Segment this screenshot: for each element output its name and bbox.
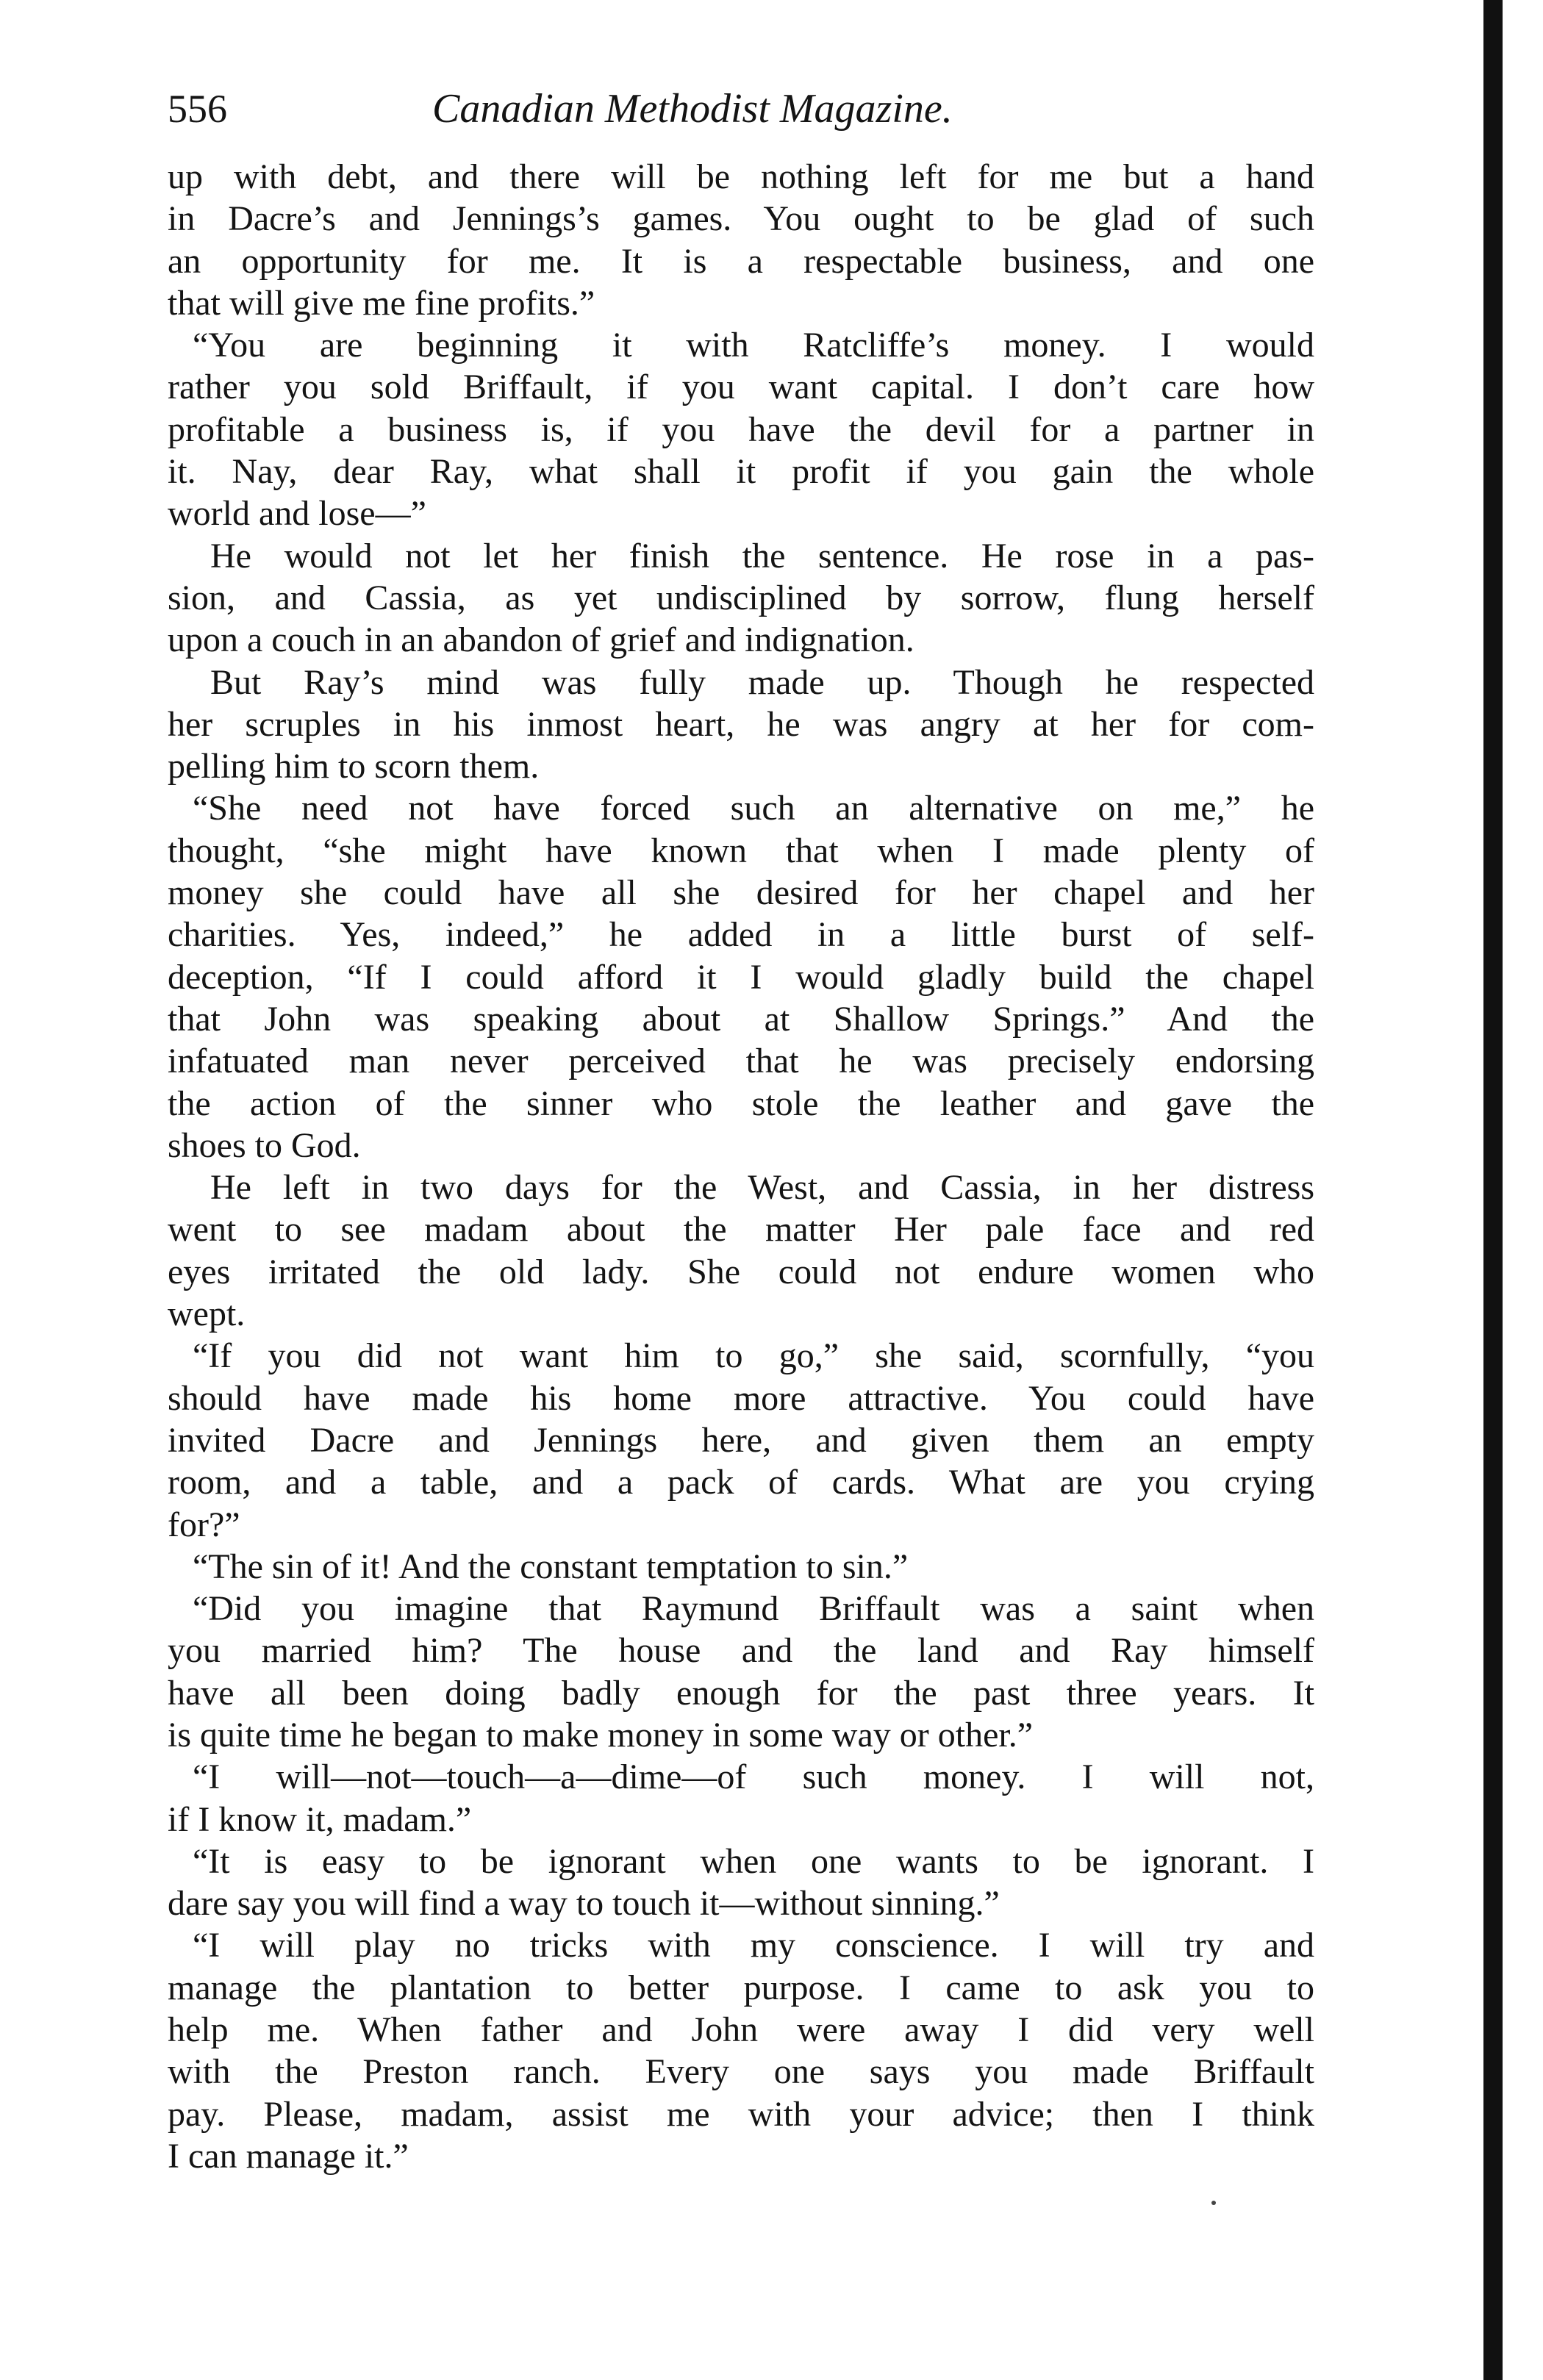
text-line: is quite time he began to make money in some way or other.” xyxy=(168,1715,1034,1754)
text-line: charities. Yes, indeed,” he added in a little burst of self- xyxy=(168,915,1314,955)
text-line: world and lose—” xyxy=(168,494,426,534)
text-line: help me. When father and John were away I did very well xyxy=(168,2010,1314,2050)
text-line: dare say you will find a way to touch it—without sinning.” xyxy=(168,1884,1000,1924)
text-line: pelling him to scorn them. xyxy=(168,747,540,786)
text-line: I can manage it.” xyxy=(168,2136,409,2176)
text-line: with the Preston ranch. Every one says you made Briffault xyxy=(168,2052,1314,2092)
text-line: pay. Please, madam, assist me with your advice; then I think xyxy=(168,2094,1314,2134)
text-line: an opportunity for me. It is a respectable business, and one xyxy=(168,241,1314,281)
text-line: room, and a table, and a pack of cards. What are you crying xyxy=(168,1463,1314,1502)
text-line: “She need not have forced such an alternative on me,” he xyxy=(193,789,1314,828)
text-line: “The sin of it! And the constant temptation to sin.” xyxy=(193,1546,909,1586)
text-line: should have made his home more attractive. You could have xyxy=(168,1378,1314,1418)
text-line: shoes to God. xyxy=(168,1125,361,1165)
text-line: “If you did not want him to go,” she said, scornfully, “you xyxy=(193,1336,1314,1376)
text-line: “It is easy to be ignorant when one wants to be ignorant. I xyxy=(193,1841,1314,1881)
ink-speck xyxy=(1211,2201,1216,2205)
text-line: wept. xyxy=(168,1294,246,1334)
page-number: 556 xyxy=(168,87,227,131)
page-edge-shadow xyxy=(1483,0,1503,2380)
text-line: “I will play no tricks with my conscience. I will try and xyxy=(193,1926,1314,1965)
text-line: But Ray’s mind was fully made up. Though he respected xyxy=(210,662,1314,702)
text-line: up with debt, and there will be nothing left for me but a hand xyxy=(168,157,1314,196)
text-line: that John was speaking about at Shallow Springs.” And the xyxy=(168,999,1314,1039)
body-text xyxy=(168,156,1314,2177)
text-line: “I will—not—touch—a—dime—of such money. I will not, xyxy=(193,1757,1314,1797)
text-line: in Dacre’s and Jennings’s games. You ought to be glad of such xyxy=(168,199,1314,239)
text-line: infatuated man never perceived that he was precisely endorsing xyxy=(168,1042,1314,1081)
text-line: He would not let her finish the sentence. He rose in a pas- xyxy=(210,536,1314,576)
text-line: her scruples in his inmost heart, he was angry at her for com- xyxy=(168,704,1314,744)
text-line: that will give me fine profits.” xyxy=(168,283,595,323)
text-line: upon a couch in an abandon of grief and indignation. xyxy=(168,620,914,660)
text-line: manage the plantation to better purpose. I came to ask you to xyxy=(168,1968,1314,2007)
text-line: rather you sold Briffault, if you want capital. I don’t care how xyxy=(168,368,1314,407)
text-line: it. Nay, dear Ray, what shall it profit if you gain the whole xyxy=(168,452,1314,492)
running-title: Canadian Methodist Magazine. xyxy=(432,86,953,132)
text-line: He left in two days for the West, and Cassia, in her distress xyxy=(210,1168,1314,1208)
text-line: profitable a business is, if you have the devil for a partner in xyxy=(168,409,1314,449)
text-line: thought, “she might have known that when I made plenty of xyxy=(168,831,1314,870)
text-line: have all been doing badly enough for the past three years. It xyxy=(168,1673,1314,1713)
text-line: money she could have all she desired for her chapel and her xyxy=(168,873,1314,913)
text-line: “You are beginning it with Ratcliffe’s money. I would xyxy=(193,326,1314,365)
text-line: for?” xyxy=(168,1505,240,1544)
text-line: you married him? The house and the land and Ray himself xyxy=(168,1631,1314,1671)
text-line: “Did you imagine that Raymund Briffault was a saint when xyxy=(193,1589,1314,1629)
text-line: went to see madam about the matter Her pale face and red xyxy=(168,1210,1314,1250)
text-line: sion, and Cassia, as yet undisciplined by sorrow, flung herself xyxy=(168,578,1314,617)
text-line: the action of the sinner who stole the leather and gave the xyxy=(168,1083,1314,1123)
text-line: eyes irritated the old lady. She could not endure women who xyxy=(168,1252,1314,1291)
page-header xyxy=(168,79,1314,138)
text-line: deception, “If I could afford it I would gladly build the chapel xyxy=(168,957,1314,997)
text-line: if I know it, madam.” xyxy=(168,1799,472,1839)
text-line: invited Dacre and Jennings here, and given them an empty xyxy=(168,1420,1314,1460)
